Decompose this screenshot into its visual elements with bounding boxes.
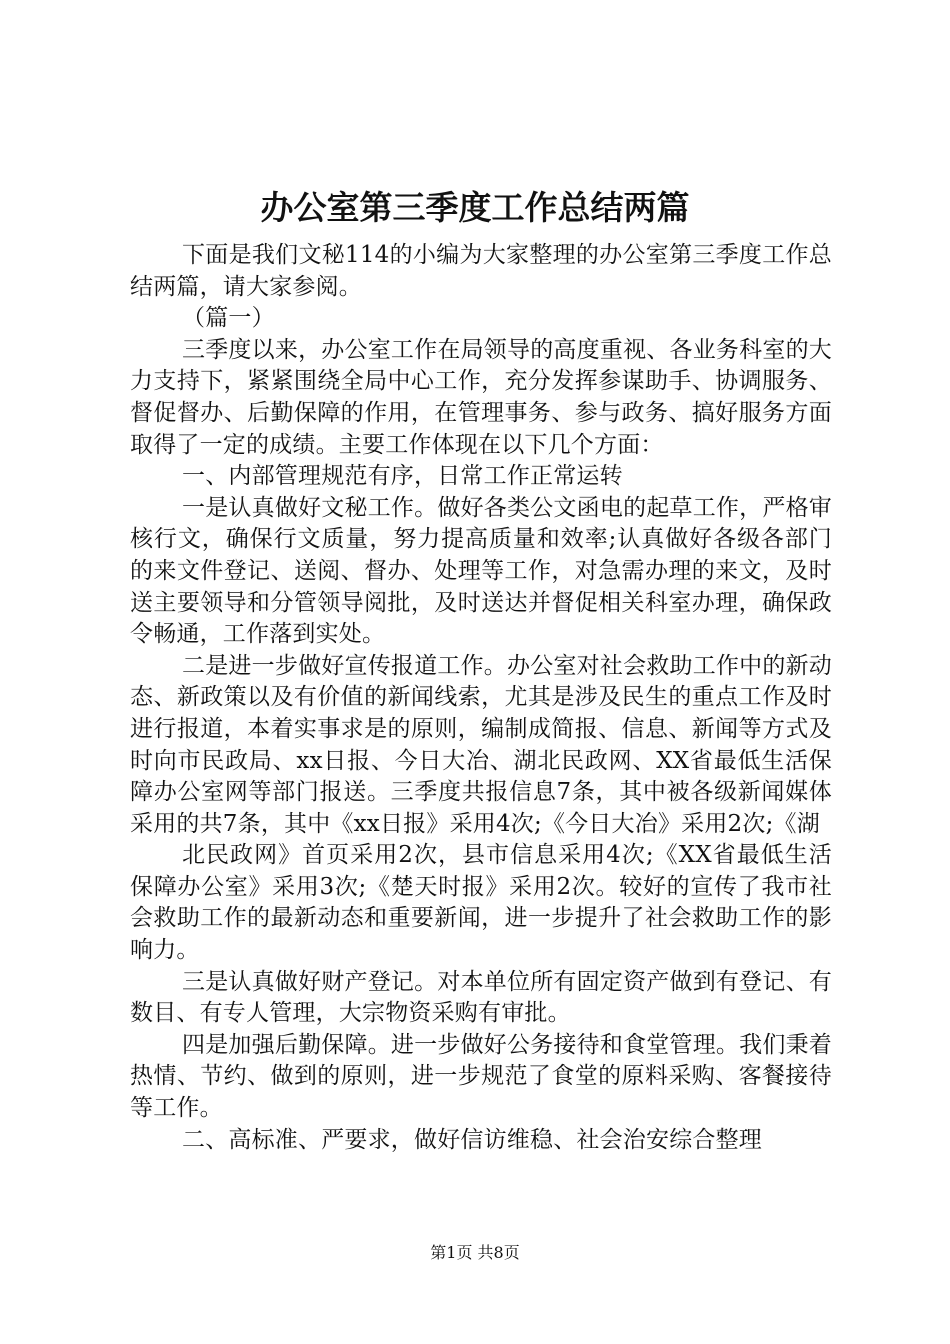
page-number-footer: 第1页 共8页 [430, 1243, 520, 1262]
paragraph-logistics: 四是加强后勤保障。进一步做好公务接待和食堂管理。我们秉着热情、节约、做到的原则，进一步规范了食堂的原料采购、客餐接待等工作。 [130, 1031, 832, 1122]
paragraph-asset-registration: 三是认真做好财产登记。对本单位所有固定资产做到有登记、有数目、有专人管理，大宗物资采购有审批。 [130, 968, 832, 1027]
paragraph-publicity-work: 二是进一步做好宣传报道工作。办公室对社会救助工作中的新动态、新政策以及有价值的新闻线索，尤其是涉及民生的重点工作及时进行报道，本着实事求是的原则，编制成简报、信息、新闻等方式及时向市民政局、xx日报、今日大冶、湖北民政网、XX省最低生活保障办公室网等部门报送。三季度共报信息7条，其中被各级新闻媒体采用的共7条，其中《xx日报》采用4次;《今日大冶》采用2次;《湖 [130, 652, 832, 837]
document-title: 办公室第三季度工作总结两篇 [260, 188, 690, 227]
paragraph-heading-one: 一、内部管理规范有序，日常工作正常运转 [182, 463, 623, 490]
paragraph-secretarial-work: 一是认真做好文秘工作。做好各类公文函电的起草工作，严格审核行文，确保行文质量，努力提高质量和效率;认真做好各级各部门的来文件登记、送阅、督办、处理等工作，对急需办理的来文，及时送主要领导和分管领导阅批，及时送达并督促相关科室办理，确保政令畅通，工作落到实处。 [130, 494, 832, 648]
paragraph-section-label: （篇一） [182, 305, 275, 332]
paragraph-overview: 三季度以来，办公室工作在局领导的高度重视、各业务科室的大力支持下，紧紧围绕全局中心工作，充分发挥参谋助手、协调服务、督促督办、后勤保障的作用，在管理事务、参与政务、搞好服务方面取得了一定的成绩。主要工作体现在以下几个方面： [130, 336, 832, 458]
paragraph-publicity-continued: 北民政网》首页采用2次，县市信息采用4次;《XX省最低生活保障办公室》采用3次;《楚天时报》采用2次。较好的宣传了我市社会救助工作的最新动态和重要新闻，进一步提升了社会救助工作的影响力。 [130, 842, 832, 964]
document-body [130, 240, 832, 1156]
paragraph-intro: 下面是我们文秘114的小编为大家整理的办公室第三季度工作总结两篇，请大家参阅。 [130, 242, 832, 300]
paragraph-heading-two: 二、高标准、严要求，做好信访维稳、社会治安综合整理 [182, 1126, 762, 1153]
